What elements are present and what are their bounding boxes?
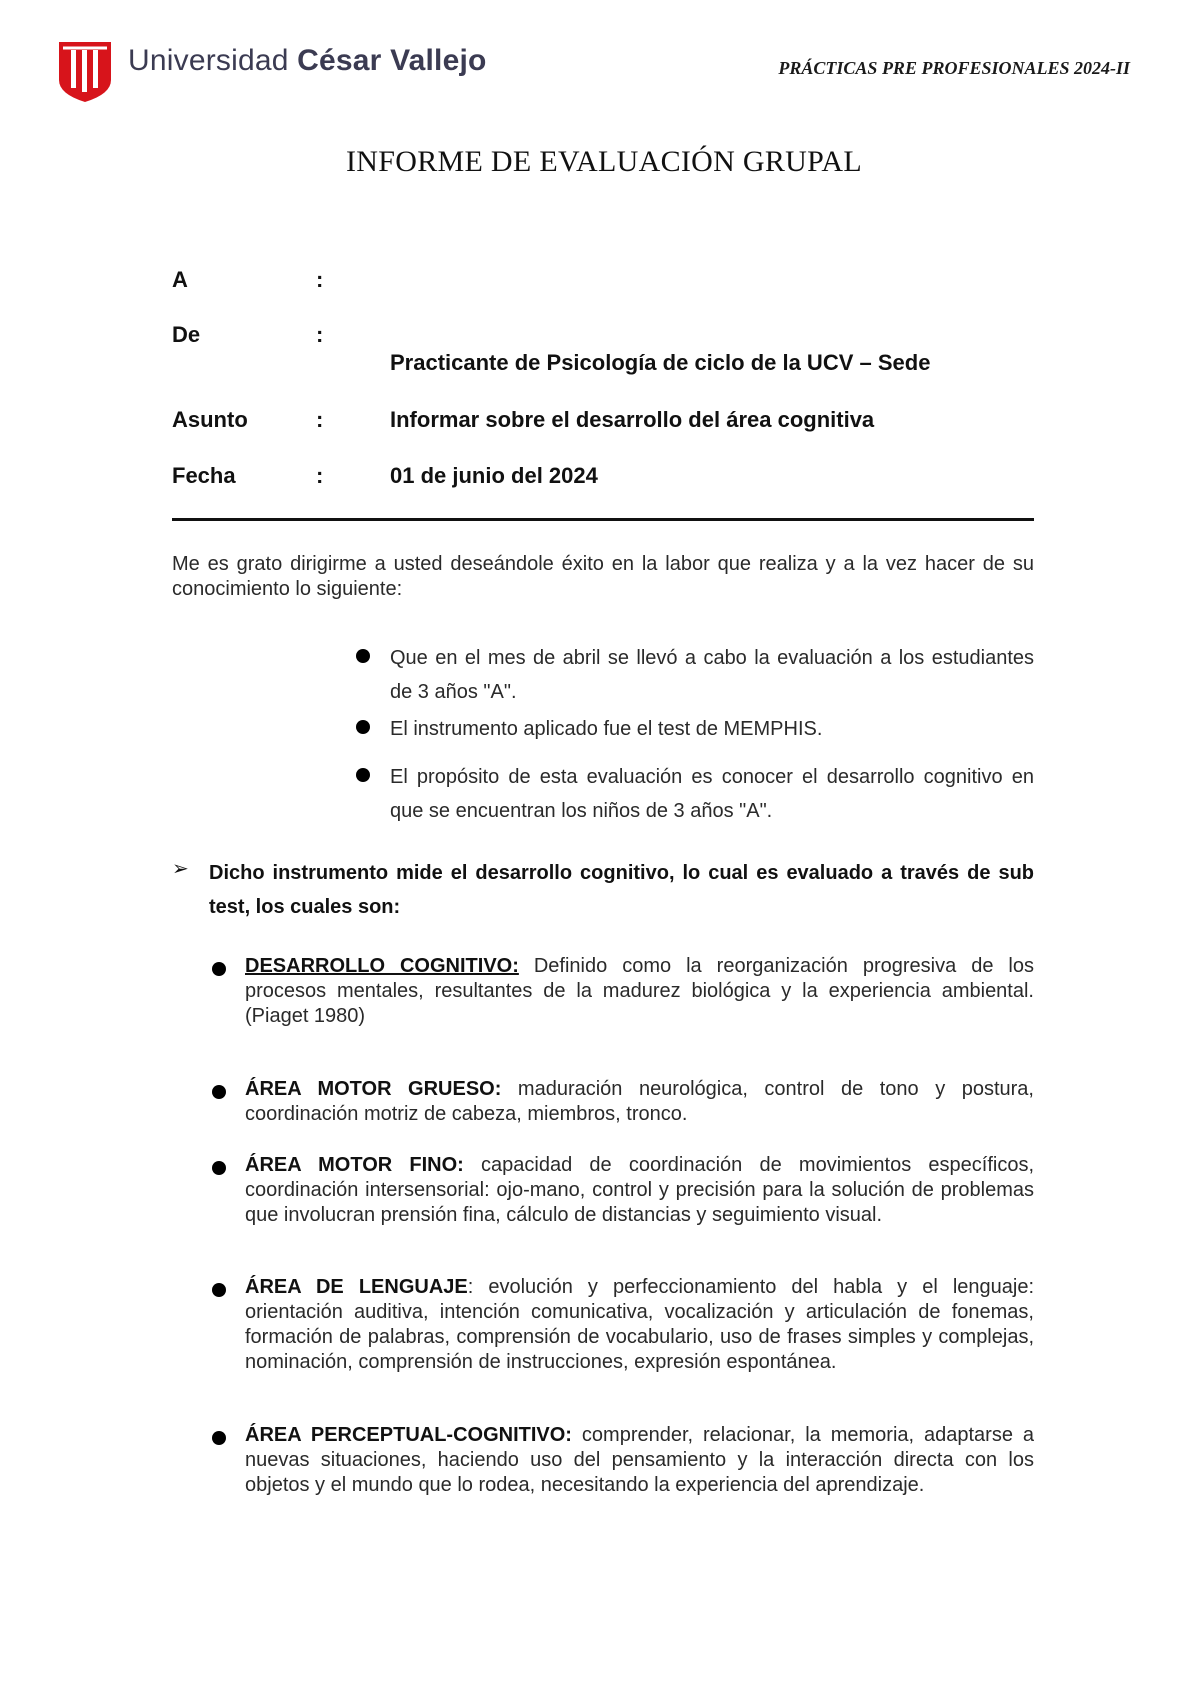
bullet-icon [212, 1085, 226, 1099]
area-item-motor-grueso [245, 1077, 1034, 1127]
area-desc: maduración neurológica, control de tono y postura, coordinación motriz de cabeza, miembros, tronco. [245, 1078, 1034, 1125]
meta-value-asunto: Informar sobre el desarrollo del área cognitiva [390, 407, 875, 432]
bullet-icon [212, 1283, 226, 1297]
area-term: ÁREA MOTOR FINO: [245, 1154, 464, 1176]
area-term: ÁREA PERCEPTUAL-COGNITIVO: [245, 1424, 572, 1446]
divider [172, 518, 1034, 521]
meta-label-a: A [172, 267, 188, 292]
page-title: INFORME DE EVALUACIÓN GRUPAL [346, 145, 862, 178]
area-desc: comprender, relacionar, la memoria, adaptarse a nuevas situaciones, haciendo uso del pensamiento y la interacción directa con los objetos y el mundo que lo rodea, necesitando la experiencia del aprendizaje. [245, 1424, 1035, 1496]
area-desc: Definido como la reorganización progresiva de los procesos mentales, resultantes de la madurez biológica y la experiencia ambiental. (Piaget 1980) [245, 955, 1034, 1027]
meta-colon-asunto: : [316, 407, 324, 432]
area-term: DESARROLLO COGNITIVO: [245, 955, 519, 977]
area-desc: capacidad de coordinación de movimientos específicos, coordinación intersensorial: ojo-mano, control y precisión para la solución de problemas que involucran prensión fina, cálculo de distancias y seguimiento visual. [245, 1154, 1034, 1226]
bullet-icon [356, 768, 370, 782]
meta-colon-fecha: : [316, 463, 324, 488]
header-practicas: PRÁCTICAS PRE PROFESIONALES 2024-II [778, 58, 1130, 78]
area-item-perceptual-cognitivo [245, 1423, 1034, 1498]
point-item-3: El propósito de esta evaluación es conocer el desarrollo cognitivo en que se encuentran los niños de 3 años "A". [390, 766, 1034, 822]
bullet-icon [212, 1161, 226, 1175]
meta-label-asunto: Asunto [172, 407, 248, 432]
area-desc: : evolución y perfeccionamiento del habla y el lenguaje: orientación auditiva, intención comunicativa, vocalización y articulación de fonemas, formación de palabras, comprensión de vocabulario, uso de frases simples y complejas, nominación, comprensión de instrucciones, expresión espontánea. [245, 1276, 1035, 1373]
bullet-icon [212, 962, 226, 976]
area-term: ÁREA MOTOR GRUESO: [245, 1078, 502, 1100]
meta-label-fecha: Fecha [172, 463, 236, 488]
bullet-icon [356, 720, 370, 734]
area-item-lenguaje [245, 1275, 1034, 1375]
bullet-icon [356, 649, 370, 663]
arrow-bullet-icon: ➢ [172, 858, 189, 880]
meta-colon-de: : [316, 322, 324, 347]
arrow-point: Dicho instrumento mide el desarrollo cognitivo, lo cual es evaluado a través de sub test, los cuales son: [209, 862, 1034, 918]
meta-value-de: Practicante de Psicología de ciclo de la UCV – Sede [390, 350, 931, 375]
point-item-1: Que en el mes de abril se llevó a cabo la evaluación a los estudiantes de 3 años "A". [390, 647, 1034, 703]
area-term: ÁREA DE LENGUAJE [245, 1276, 468, 1298]
meta-colon-a: : [316, 267, 324, 292]
university-name: Universidad César Vallejo [128, 44, 487, 77]
intro-paragraph: Me es grato dirigirme a usted deseándole éxito en la labor que realiza y a la vez hacer de su conocimiento lo siguiente: [172, 553, 1034, 600]
area-item-motor-fino [245, 1153, 1034, 1228]
point-item-2: El instrumento aplicado fue el test de MEMPHIS. [390, 718, 823, 740]
meta-label-de: De [172, 322, 201, 347]
meta-value-fecha: 01 de junio del 2024 [390, 463, 598, 488]
university-logo-icon [57, 40, 113, 104]
bullet-icon [212, 1431, 226, 1445]
area-item-desarrollo-cognitivo [245, 954, 1034, 1029]
